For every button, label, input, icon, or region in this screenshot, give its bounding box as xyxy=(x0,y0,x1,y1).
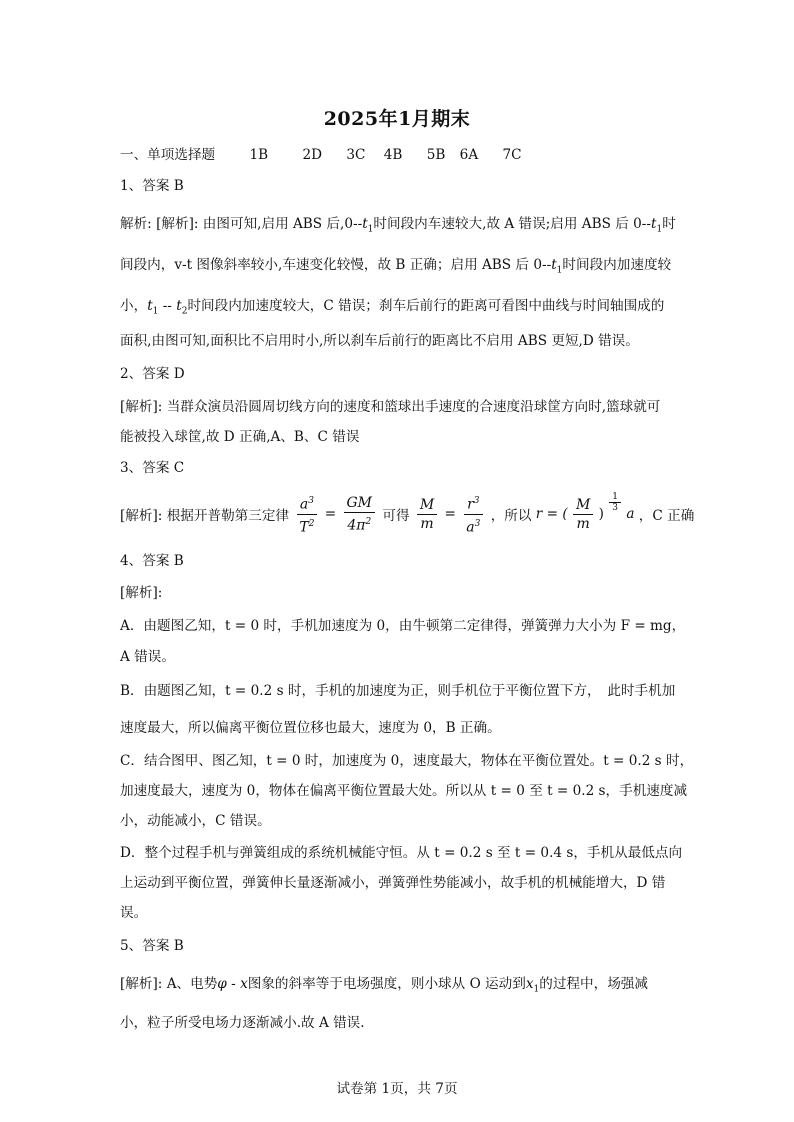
q4-option-a-1: A．由题图乙知，t = 0 时，手机加速度为 0，由牛顿第二定律得，弹簧弹力大小为 F = mg， xyxy=(120,618,686,634)
mc-answer: 7C xyxy=(502,147,522,163)
q5-heading: 5、答案 B xyxy=(120,938,184,954)
mass-ratio-fraction-2: $\frac{M}{m}$ xyxy=(573,496,593,533)
mc-answer: 3C xyxy=(346,147,366,163)
q4-analysis-label: [解析]: xyxy=(120,585,163,601)
mc-answer: 6A xyxy=(459,147,479,163)
q4-option-d-1: D．整个过程手机与弹簧组成的系统机械能守恒。从 t = 0.2 s 至 t = 0.4 s，手机从最低点向 xyxy=(120,845,683,861)
page-footer: 试卷第 1页，共 7页 xyxy=(336,1081,458,1097)
one-third-exponent: $\frac{1}{3}$ xyxy=(609,492,621,513)
q2-line-1: [解析]: 当群众演员沿圆周切线方向的速度和篮球出手速度的合速度沿球筐方向时,篮球就可 xyxy=(120,399,661,415)
q4-option-c-2: 加速度最大，速度为 0，物体在偏离平衡位置最大处。所以从 t = 0 至 t = 0.2 s，手机速度减 xyxy=(120,783,688,799)
mc-answer: 5B xyxy=(426,147,446,163)
mc-answer: 2D xyxy=(302,147,323,163)
q4-option-c-3: 小，动能减小，C 错误。 xyxy=(120,813,271,829)
mass-ratio-fraction: $\frac{M}{m}$ xyxy=(417,496,437,533)
q2-heading: 2、答案 D xyxy=(120,366,185,382)
kepler-fraction-right: $\frac{GM}{4\pi^2}$ xyxy=(344,494,376,535)
q1-line-4: 面积,由图可知,面积比不启用时小,所以刹车后前行的距离比不启用 ABS 更短,D 错误。 xyxy=(120,333,639,349)
radius-ratio-fraction: $\frac{r^3}{a^3}$ xyxy=(463,492,483,536)
mc-answer: 1B xyxy=(249,147,269,163)
page-title: 2025年1月期末 xyxy=(323,108,471,130)
mc-answer-row xyxy=(120,145,522,165)
q4-heading: 4、答案 B xyxy=(120,553,184,569)
q4-option-d-3: 误。 xyxy=(120,905,148,921)
q4-option-b-2: 速度最大，所以偏离平衡位置位移也最大，速度为 0，B 正确。 xyxy=(120,720,501,736)
q3-heading: 3、答案 C xyxy=(120,460,185,476)
q4-option-b-1: B．由题图乙知，t = 0.2 s 时，手机的加速度为正，则手机位于平衡位置下方， 此时手机加 xyxy=(120,683,676,699)
mc-label: 一、单项选择题 xyxy=(120,147,216,163)
q1-line-1: 解析: [解析]: 由图可知,启用 ABS 后$,0--t_1$时间段内车速较大,故 A 错误;启用 ABS 后 $0--t_1$时 xyxy=(120,216,676,235)
q1-line-3: 小，$t_1 -- t_2$时间段内加速度较大，C 错误；刹车后前行的距离可看图中曲线与时间轴围成的 xyxy=(120,298,665,317)
q4-option-a-2: A 错误。 xyxy=(120,649,175,665)
q5-line-2: 小，粒子所受电场力逐渐减小.故 A 错误. xyxy=(120,1015,365,1031)
kepler-fraction-left: $\frac{a^3}{T^2}$ xyxy=(296,492,317,536)
q4-option-d-2: 上运动到平衡位置，弹簧伸长量逐渐减小，弹簧弹性势能减小，故手机的机械能增大，D 错 xyxy=(120,875,666,891)
mc-answer: 4B xyxy=(383,147,403,163)
q1-heading: 1、答案 B xyxy=(120,178,184,194)
q2-line-2: 能被投入球筐,故 D 正确,A、B、C 错误 xyxy=(120,429,360,445)
q3-formula-line: [解析]: 根据开普勒第三定律 $\frac{a^3}{T^2}$ = $\frac{GM}{4\pi^2}$ 可得 $\frac{M}{m}$ = $\frac{r^3}{a^3}$ ，所以 r = ( $\frac{M}{m}$ ) $\frac{1}{3}$ a ，C 正确 xyxy=(120,492,695,536)
q4-option-c-1: C．结合图甲、图乙知，t = 0 时，加速度为 0，速度最大，物体在平衡位置处。t = 0.2 s 时， xyxy=(120,753,694,769)
q5-line-1: [解析]: A、电势φ - x图象的斜率等于电场强度，则小球从 O 运动到$x_1$的过程中，场强减 xyxy=(120,976,648,995)
q1-line-2: 间段内，v-t 图像斜率较小,车速变化较慢，故 B 正确；启用 ABS 后 $0--t_1$时间段内加速度较 xyxy=(120,257,672,276)
